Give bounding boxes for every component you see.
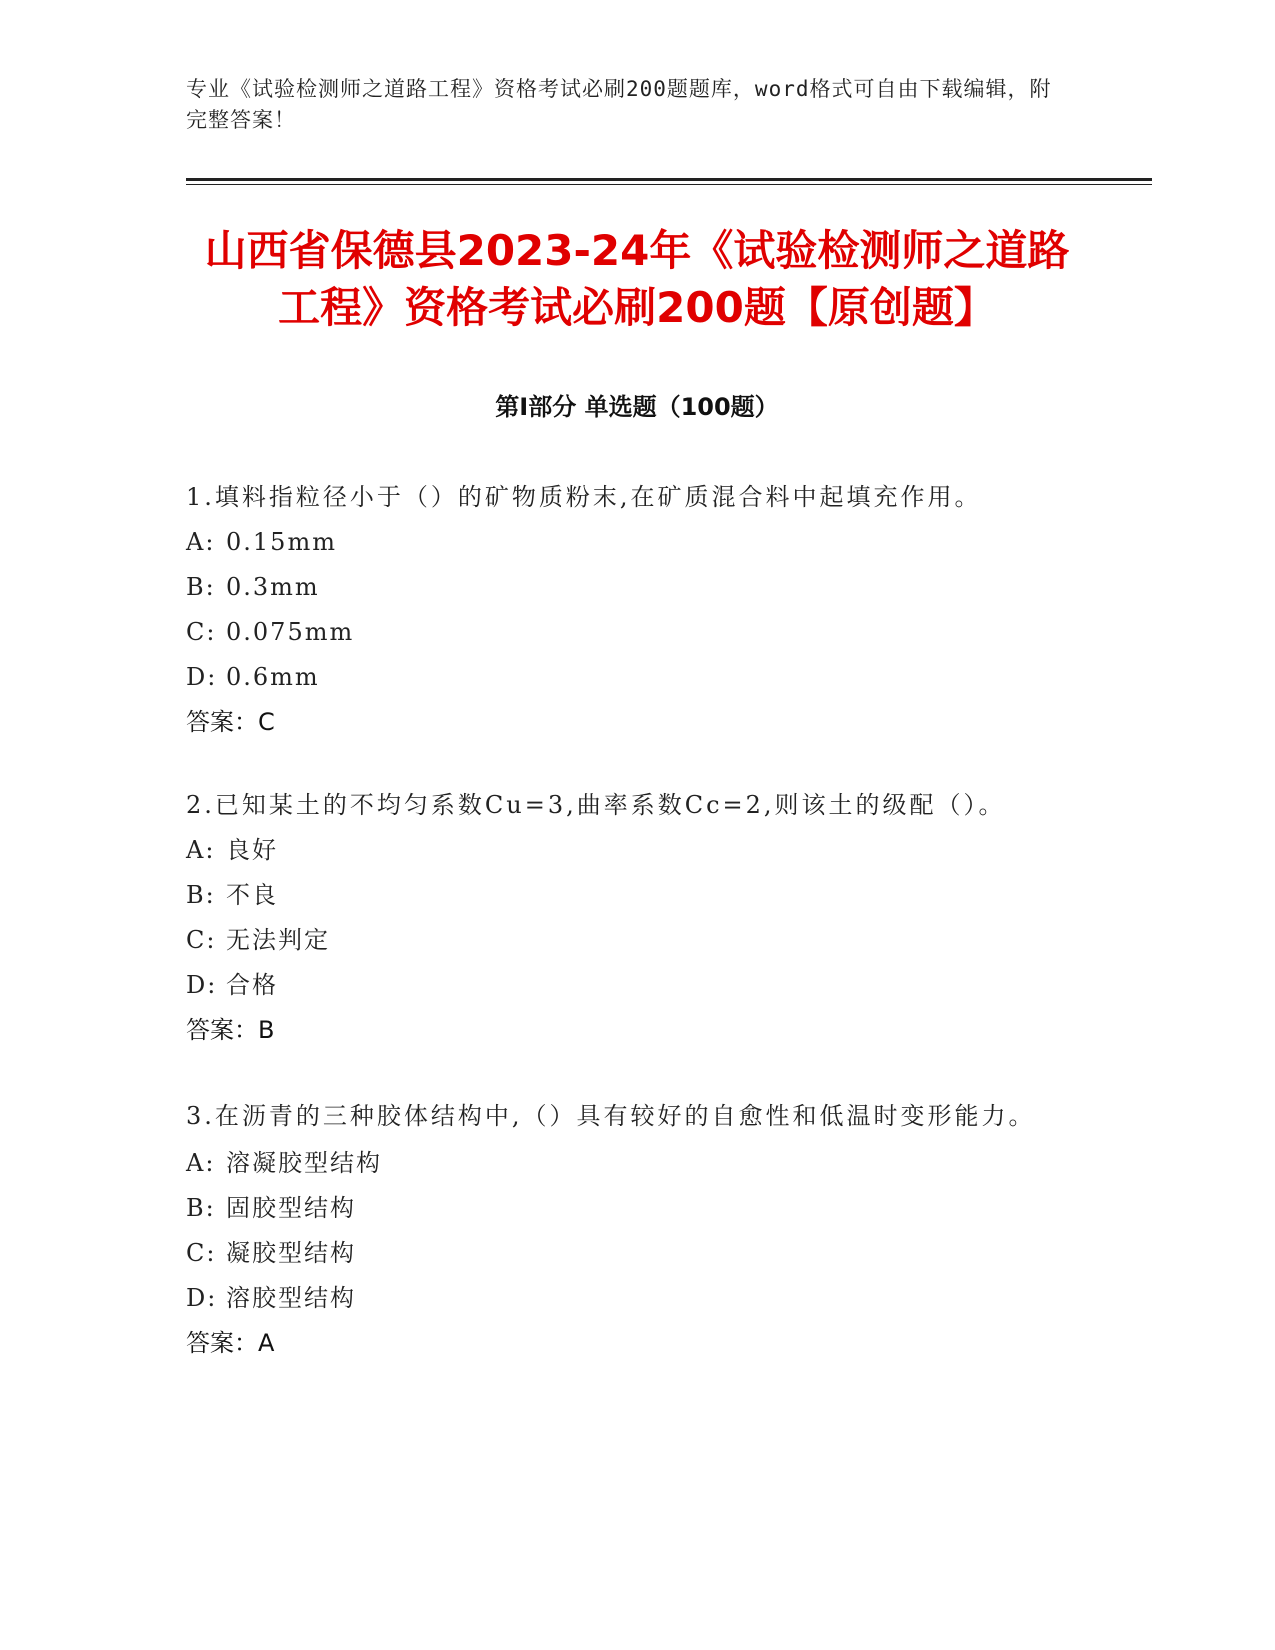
option-letter: C: bbox=[186, 926, 217, 954]
question-1 bbox=[186, 475, 1066, 745]
option-c bbox=[186, 1231, 1066, 1276]
option-b bbox=[186, 565, 1066, 610]
option-letter: C: bbox=[186, 618, 217, 646]
option-letter: B: bbox=[186, 1194, 216, 1222]
option-a bbox=[186, 520, 1066, 565]
option-text: 凝胶型结构 bbox=[226, 1239, 356, 1267]
question-2 bbox=[186, 783, 1066, 1053]
option-text: 良好 bbox=[226, 836, 278, 864]
option-b bbox=[186, 873, 1066, 918]
option-letter: A: bbox=[186, 1149, 216, 1177]
option-text: 0.6mm bbox=[226, 663, 320, 691]
question-stem: 3.在沥青的三种胶体结构中,（）具有较好的自愈性和低温时变形能力。 bbox=[186, 1102, 1036, 1130]
option-c bbox=[186, 610, 1066, 655]
question-list bbox=[186, 475, 1066, 1404]
option-text: 不良 bbox=[226, 881, 278, 909]
option-a bbox=[186, 1141, 1066, 1186]
option-letter: C: bbox=[186, 1239, 217, 1267]
option-list bbox=[186, 520, 1066, 700]
option-text: 无法判定 bbox=[226, 926, 330, 954]
header-divider-thick bbox=[186, 178, 1152, 181]
question-stem: 2.已知某土的不均匀系数Cu=3,曲率系数Cc=2,则该土的级配（）。 bbox=[186, 791, 1006, 819]
option-d bbox=[186, 1276, 1066, 1321]
option-letter: D: bbox=[186, 1284, 218, 1312]
option-d bbox=[186, 963, 1066, 1008]
option-text: 合格 bbox=[226, 971, 278, 999]
option-text: 溶凝胶型结构 bbox=[226, 1149, 382, 1177]
question-stem: 1.填料指粒径小于（）的矿物质粉末,在矿质混合料中起填充作用。 bbox=[186, 483, 982, 511]
document-title: 山西省保德县2023-24年《试验检测师之道路工程》资格考试必刷200题【原创题】 bbox=[204, 226, 1070, 332]
answer-label: 答案： bbox=[186, 708, 258, 736]
option-letter: A: bbox=[186, 528, 216, 556]
answer-value: A bbox=[258, 1329, 275, 1357]
answer-line bbox=[186, 700, 1066, 745]
option-list bbox=[186, 828, 1066, 1008]
question-3 bbox=[186, 1091, 1066, 1366]
option-text: 0.075mm bbox=[226, 618, 355, 646]
option-c bbox=[186, 918, 1066, 963]
option-text: 0.3mm bbox=[226, 573, 320, 601]
option-letter: D: bbox=[186, 663, 218, 691]
answer-label: 答案： bbox=[186, 1329, 258, 1357]
option-a bbox=[186, 828, 1066, 873]
option-list bbox=[186, 1141, 1066, 1321]
option-text: 溶胶型结构 bbox=[226, 1284, 356, 1312]
option-letter: D: bbox=[186, 971, 218, 999]
option-d bbox=[186, 655, 1066, 700]
section-title: 第I部分 单选题（100题） bbox=[495, 393, 779, 421]
answer-line bbox=[186, 1008, 1066, 1053]
answer-label: 答案： bbox=[186, 1016, 258, 1044]
option-letter: B: bbox=[186, 881, 216, 909]
option-letter: A: bbox=[186, 836, 216, 864]
option-text: 固胶型结构 bbox=[226, 1194, 356, 1222]
option-letter: B: bbox=[186, 573, 216, 601]
header-note: 专业《试验检测师之道路工程》资格考试必刷200题题库，word格式可自由下载编辑，附完整答案！ bbox=[186, 77, 1052, 132]
answer-value: C bbox=[258, 708, 275, 736]
answer-value: B bbox=[258, 1016, 275, 1044]
header-divider-thin bbox=[186, 184, 1152, 185]
option-text: 0.15mm bbox=[226, 528, 337, 556]
answer-line bbox=[186, 1321, 1066, 1366]
option-b bbox=[186, 1186, 1066, 1231]
